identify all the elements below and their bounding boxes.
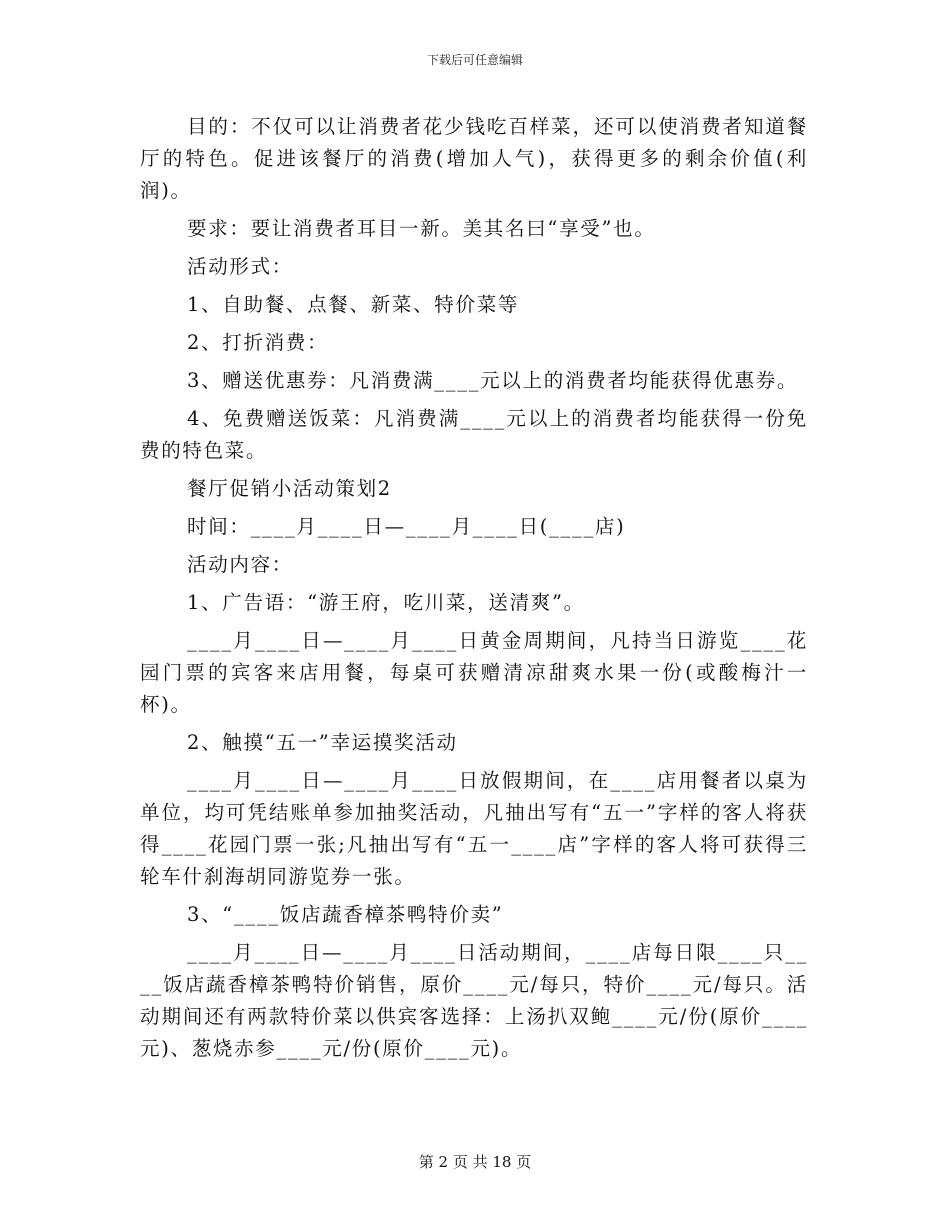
paragraph-activity-form: 活动形式： xyxy=(187,255,294,278)
list-item-2: 2、打折消费： xyxy=(187,331,329,354)
list-item-1: 1、自助餐、点餐、新菜、特价菜等 xyxy=(187,293,520,316)
content-item-3-title: 3、“____饭店蔬香樟茶鸭特价卖” xyxy=(187,903,504,926)
list-item-4: 4、免费赠送饭菜：凡消费满____元以上的消费者均能获得一份免费的特色菜。 xyxy=(140,407,808,462)
paragraph-requirement: 要求：要让消费者耳目一新。美其名曰“享受”也。 xyxy=(187,217,656,240)
paragraph-purpose: 目的：不仅可以让消费者花少钱吃百样菜，还可以使消费者知道餐厅的特色。促进该餐厅的消费(增加人气)，获得更多的剩余价值(利润)。 xyxy=(140,115,808,202)
content-item-2-title: 2、触摸“五一”幸运摸奖活动 xyxy=(187,731,458,754)
paragraph-time: 时间：____月____日—____月____日(____店) xyxy=(187,515,626,538)
list-item-3: 3、赠送优惠券：凡消费满____元以上的消费者均能获得优惠券。 xyxy=(187,369,799,392)
paragraph-activity-content: 活动内容： xyxy=(187,553,294,576)
content-item-1-slogan: 1、广告语：“游王府，吃川菜，送清爽”。 xyxy=(187,591,585,614)
content-item-3-detail: ____月____日—____月____日活动期间，____店每日限____只____饭店蔬香樟茶鸭特价销售，原价____元/每只，特价____元/每只。活动期间还有两款特价菜以供宾客选择：上汤扒双鲍____元/份(原价____元)、葱烧赤参____元/份(原价____元)。 xyxy=(140,941,808,1060)
page-footer: 第 2 页 共 18 页 xyxy=(418,1153,532,1171)
section-title-plan-2: 餐厅促销小活动策划2 xyxy=(187,477,392,500)
content-item-1-detail: ____月____日—____月____日黄金周期间，凡持当日游览____花园门票的宾客来店用餐，每桌可获赠清凉甜爽水果一份(或酸梅汁一杯)。 xyxy=(140,629,808,716)
page-header: 下载后可任意编辑 xyxy=(426,53,523,67)
content-item-2-detail: ____月____日—____月____日放假期间，在____店用餐者以桌为单位，均可凭结账单参加抽奖活动，凡抽出写有“五一”字样的客人将获得____花园门票一张;凡抽出写有“五一____店”字样的客人将可获得三轮车什刹海胡同游览券一张。 xyxy=(140,769,808,888)
document-body xyxy=(140,111,808,1071)
